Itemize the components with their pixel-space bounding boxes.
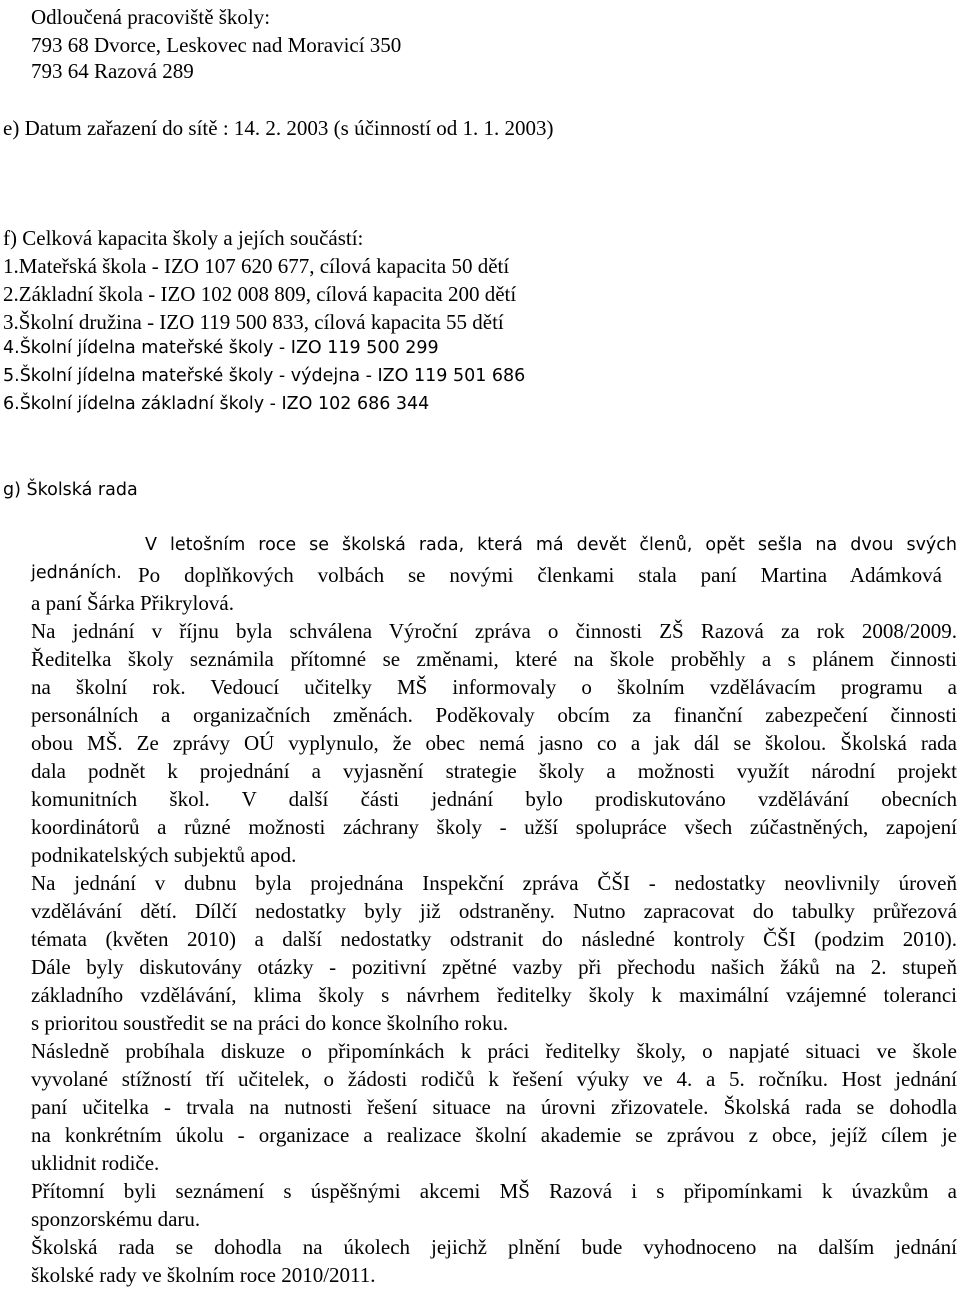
council-text-line: koordinátorů a různé možnosti záchrany školy - užší spolupráce všech zúčastněných, zapojení: [31, 815, 957, 839]
council-text-line: dala podnět k projednání a vyjasnění strategie školy a možnosti využít národní projekt: [31, 759, 957, 783]
council-text-line: vzdělávání dětí. Dílčí nedostatky byly již odstraněny. Nutno zapracovat do tabulky průřezová: [31, 899, 957, 923]
council-text-line: sponzorskému daru.: [31, 1207, 201, 1231]
capacity-item-5: 5.Školní jídelna mateřské školy - výdejna - IZO 119 501 686: [3, 366, 526, 386]
council-text-line: základního vzdělávání, klima školy s návrhem ředitelky školy k maximální vzájemné toleranci: [31, 983, 957, 1007]
council-text-line: s prioritou soustředit se na práci do konce školního roku.: [31, 1011, 509, 1035]
council-text-line: personálních a organizačních změnách. Poděkovaly obcím za finanční zabezpečení činnosti: [31, 703, 957, 727]
council-text-line: Na jednání v dubnu byla projednána Inspekční zpráva ČŠI - nedostatky neovlivnily úroveň: [31, 871, 957, 895]
council-text-line: témata (květen 2010) a další nedostatky odstranit do následné kontroly ČŠI (podzim 2010).: [31, 927, 957, 951]
branches-heading: Odloučená pracoviště školy:: [31, 5, 271, 29]
council-text-line: Dále byly diskutovány otázky - pozitivní zpětné vazby při přechodu našich žáků na 2. stupeň: [31, 955, 957, 979]
council-text-line: komunitních škol. V další části jednání bylo prodiskutováno vzdělávání obecních: [31, 787, 957, 811]
council-text-line: Přítomní byli seznámení s úspěšnými akcemi MŠ Razová i s připomínkami k úvazkům a: [31, 1179, 957, 1203]
council-text-line: Na jednání v říjnu byla schválena Výroční zpráva o činnosti ZŠ Razová za rok 2008/2009.: [31, 619, 957, 643]
council-text-line: Školská rada se dohodla na úkolech jejichž plnění bude vyhodnoceno na dalším jednání: [31, 1235, 957, 1259]
capacity-item-3: 3.Školní družina - IZO 119 500 833, cílová kapacita 55 dětí: [3, 310, 504, 334]
council-text-line: Následně probíhala diskuze o připomínkách k práci ředitelky školy, o napjaté situaci ve škole: [31, 1039, 957, 1063]
council-intro-line-3: a paní Šárka Přikrylová.: [31, 591, 234, 615]
capacity-item-1: 1.Mateřská škola - IZO 107 620 677, cílová kapacita 50 dětí: [3, 254, 510, 278]
section-f-heading: f) Celková kapacita školy a jejích součástí:: [3, 226, 364, 250]
council-text-line: školské rady ve školním roce 2010/2011.: [31, 1263, 376, 1287]
council-intro-line-2b: Po doplňkových volbách se novými členkami stala paní Martina Adámková: [138, 563, 942, 587]
council-text-line: obou MŠ. Ze zprávy OÚ vyplynulo, že obec nemá jasno co a jak dál se školou. Školská rada: [31, 731, 957, 755]
branch-address-1: 793 68 Dvorce, Leskovec nad Moravicí 350: [31, 33, 402, 57]
section-g-heading: g) Školská rada: [3, 480, 138, 500]
council-intro-line-1: V letošním roce se školská rada, která má devět členů, opět sešla na dvou svých: [145, 535, 957, 555]
capacity-item-2: 2.Základní škola - IZO 102 008 809, cílová kapacita 200 dětí: [3, 282, 517, 306]
capacity-item-6: 6.Školní jídelna základní školy - IZO 102 686 344: [3, 394, 430, 414]
council-text-line: Ředitelka školy seznámila přítomné se změnami, které na škole proběhly a s plánem činnosti: [31, 647, 957, 671]
council-text-line: na konkrétním úkolu - organizace a realizace školní akademie se zprávou z obce, jejíž cílem je: [31, 1123, 957, 1147]
council-text-line: uklidnit rodiče.: [31, 1151, 160, 1175]
council-text-line: paní učitelka - trvala na nutnosti řešení situace na úrovni zřizovatele. Školská rada se dohodla: [31, 1095, 957, 1119]
council-text-line: podnikatelských subjektů apod.: [31, 843, 297, 867]
capacity-item-4: 4.Školní jídelna mateřské školy - IZO 119 500 299: [3, 338, 439, 358]
section-e-date: e) Datum zařazení do sítě : 14. 2. 2003 (s účinností od 1. 1. 2003): [3, 116, 554, 140]
council-intro-line-2a: jednáních.: [31, 563, 122, 583]
branch-address-2: 793 64 Razová 289: [31, 59, 194, 83]
council-text-line: na školní rok. Vedoucí učitelky MŠ informovaly o školním vzdělávacím programu a: [31, 675, 957, 699]
council-text-line: vyvolané stížností tří učitelek, o žádosti rodičů k řešení výuky ve 4. a 5. ročníku. Host jednání: [31, 1067, 957, 1091]
